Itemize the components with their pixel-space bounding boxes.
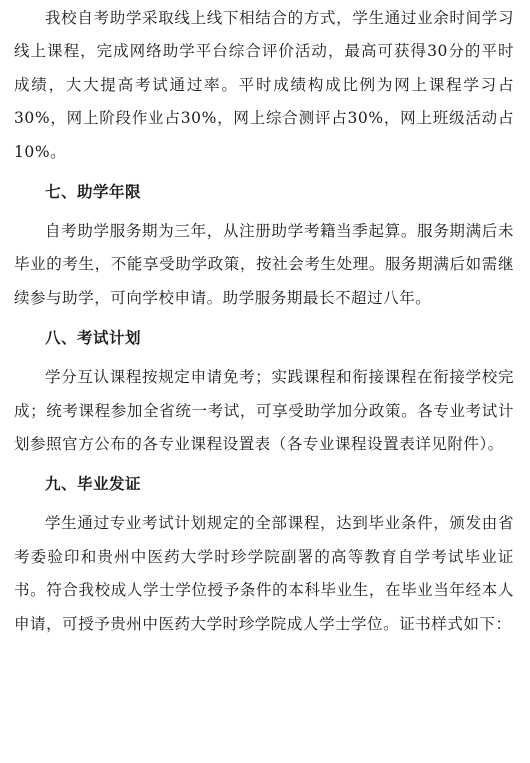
- paragraph-study-period: 自考助学服务期为三年，从注册助学考籍当季起算。服务期满后未毕业的考生，不能享受助学政策，按社会考生处理。服务期满后如需继续参与助学，可向学校申请。助学服务期最长不超过八年。: [14, 222, 514, 307]
- section-heading-study-period: 七、助学年限: [45, 183, 142, 202]
- section-heading-exam-plan: 八、考试计划: [45, 329, 142, 348]
- paragraph-exam-plan: 学分互认课程按规定申请免考；实践课程和衔接课程在衔接学校完成；统考课程参加全省统一考试，可享受助学加分政策。各专业考试计划参照官方公布的各专业课程设置表（各专业课程设置表详见附件）。: [14, 368, 514, 454]
- paragraph-graduation: 学生通过专业考试计划规定的全部课程，达到毕业条件，颁发由省考委验印和贵州中医药大学时珍学院副署的高等教育自学考试毕业证书。符合我校成人学士学位授予条件的本科毕业生，在毕业当年经本人申请，可授予贵州中医药大学时珍学院成人学士学位。证书样式如下：: [14, 514, 514, 633]
- document-page: [0, 2, 530, 763]
- section-heading-graduation: 九、毕业发证: [45, 475, 142, 494]
- paragraph-intro: 我校自考助学采取线上线下相结合的方式，学生通过业余时间学习线上课程，完成网络助学平台综合评价活动，最高可获得30分的平时成绩，大大提高考试通过率。平时成绩构成比例为网上课程学习占30%，网上阶段作业占30%，网上综合测评占30%，网上班级活动占10%。: [14, 9, 514, 161]
